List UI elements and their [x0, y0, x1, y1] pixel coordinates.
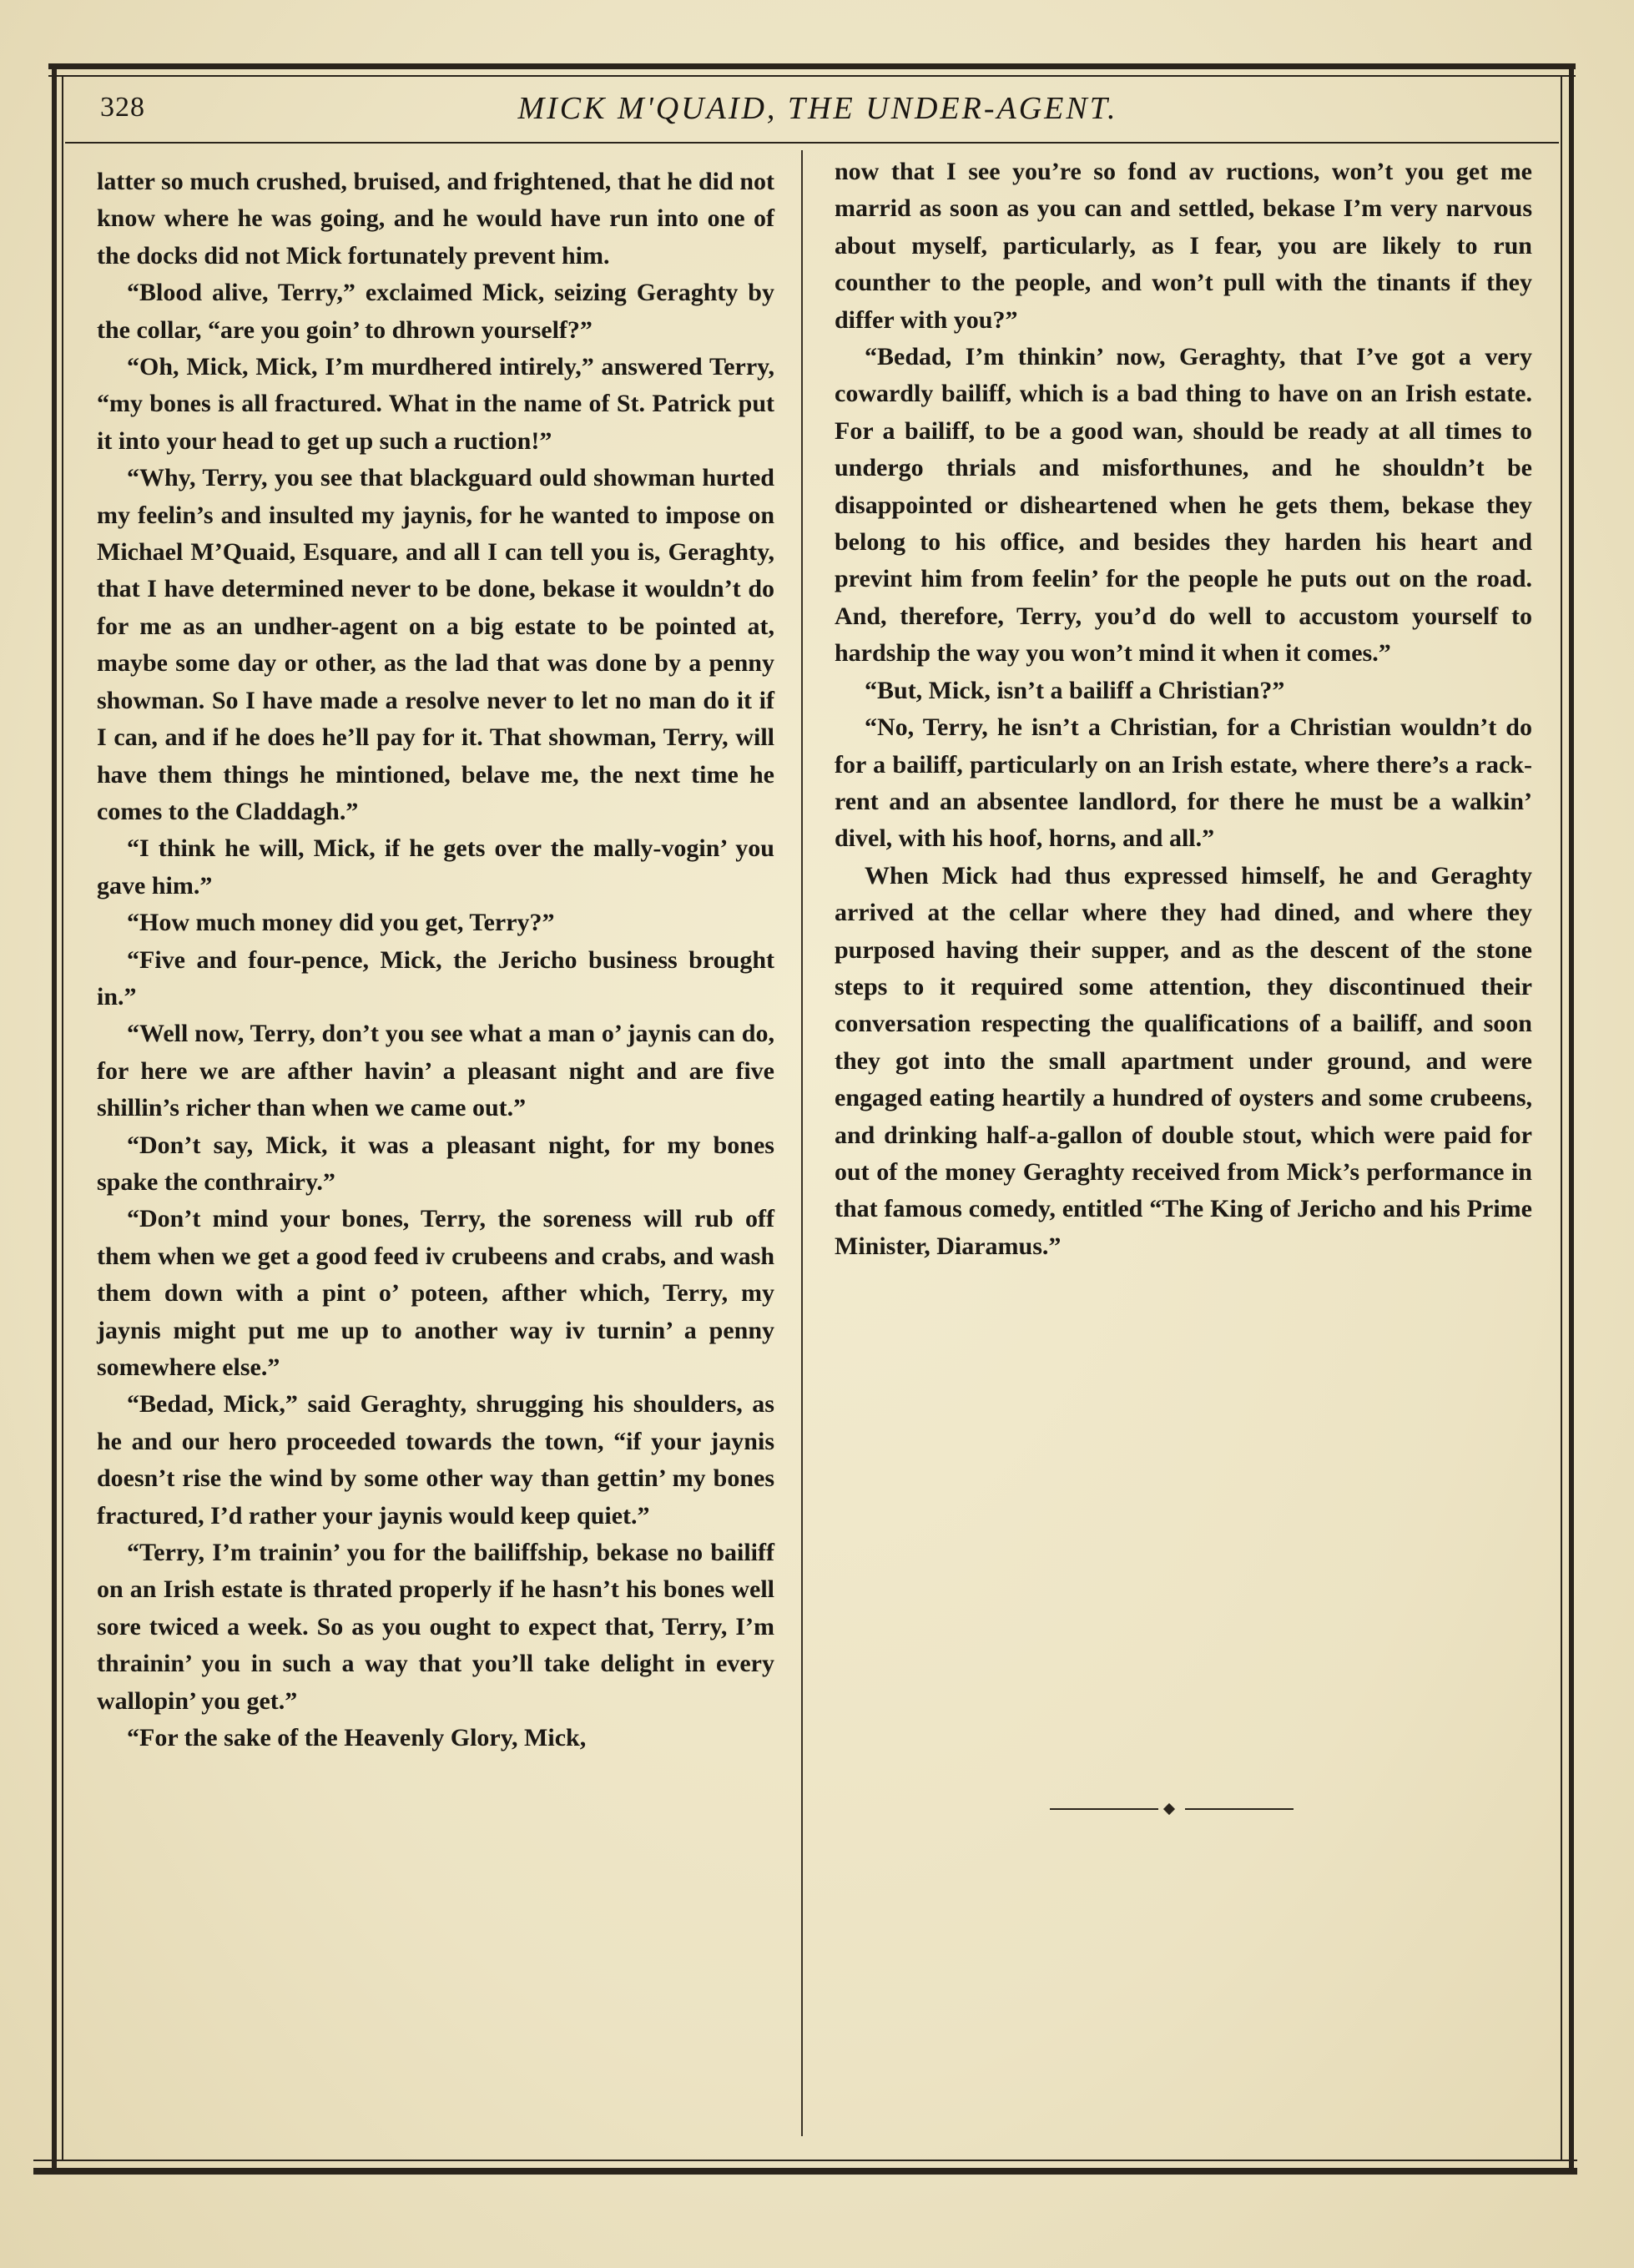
paragraph: “Well now, Terry, don’t you see what a man o’ jaynis can do, for here we are afther havin’ a pleasant night and are five shillin’s richer than when we came out.” — [97, 1020, 774, 1122]
paragraph: “I think he will, Mick, if he gets over the mally-vogin’ you gave him.” — [97, 834, 774, 900]
ornament-line-left — [1050, 1808, 1158, 1810]
paragraph: “Don’t say, Mick, it was a pleasant night, for my bones spake the conthrairy.” — [97, 1131, 774, 1196]
paragraph: “Blood alive, Terry,” exclaimed Mick, seizing Geraghty by the collar, “are you goin’ to dhrown yourself?” — [97, 279, 774, 344]
paragraph: “Don’t mind your bones, Terry, the soreness will rub off them when we get a good feed iv crubeens and crabs, and wash them down with a pint o’ poteen, afther which, Terry, my jaynis might put me up to another way iv turnin’ a penny somewhere else.” — [97, 1205, 774, 1381]
paragraph: “No, Terry, he isn’t a Christian, for a Christian wouldn’t do for a bailiff, particularly on an Irish estate, where there’s a rack-rent and an absentee landlord, for there he must be a walkin’ divel, with his hoof, horns, and all.” — [835, 713, 1532, 853]
page-number: 328 — [100, 92, 145, 123]
header-rule — [65, 142, 1559, 144]
paragraph: “Oh, Mick, Mick, I’m murdhered intirely,” answered Terry, “my bones is all fractured. What in the name of St. Patrick put it into your head to get up such a ruction!” — [97, 353, 774, 455]
paragraph: now that I see you’re so fond av ructions, won’t you get me marrid as soon as you can and settled, bekase I’m very narvous about myself, particularly, as I fear, you are likely to run counther to the people, and won’t pull with the tinants if they differ with you?” — [835, 158, 1532, 334]
page-header — [92, 83, 1544, 139]
top-border-thin — [48, 75, 1576, 77]
paragraph: When Mick had thus expressed himself, he and Geraghty arrived at the cellar where they had dined, and where they purposed having their supper, and as the descent of the stone steps to it required some attention, they discontinued their conversation respecting the qualifications of a bailiff, and soon they got into the small apartment under ground, and were engaged eating heartily a hundred of oysters and some crubeens, and drinking half-a-gallon of double stout, which were paid for out of the money Geraghty received from Mick’s performance in that famous comedy, entitled “The King of Jericho and his Prime Minister, Diaramus.” — [835, 861, 1532, 1260]
running-title: MICK M'QUAID, THE UNDER-AGENT. — [517, 91, 1118, 126]
section-end-ornament — [1050, 1804, 1294, 1814]
left-border-thick — [52, 65, 57, 2173]
ornament-line-right — [1185, 1808, 1294, 1810]
bottom-border-thick — [33, 2168, 1577, 2175]
top-border-thick — [48, 63, 1576, 69]
right-border-thin — [1561, 77, 1562, 2161]
paragraph: “Why, Terry, you see that blackguard ould showman hurted my feelin’s and insulted my jaynis, for he wanted to impose on Michael M’Quaid, Esquare, and all I can tell you is, Geraghty, that I have determined never to be done, bekase it wouldn’t do for me as an undher-agent on a big estate to be pointed at, maybe some day or other, as the lad that was done by a penny showman. So I have made a resolve never to let no man do it if I can, and if he does he’ll pay for it. That showman, Terry, will have them things he mintioned, belave me, the next time he comes to the Claddagh.” — [97, 464, 774, 825]
column-divider — [801, 150, 803, 2136]
paragraph: “Bedad, I’m thinkin’ now, Geraghty, that I’ve got a very cowardly bailiff, which is a bad thing to have on an Irish estate. For a bailiff, to be a good wan, should be ready at all times to undergo thrials and misforthunes, and he shouldn’t be disappointed or disheartened when he gets them, bekase they belong to his office, and besides they harden his heart and prevint him from feelin’ for the people he puts out on the road. And, therefore, Terry, you’d do well to accustom yourself to hardship the way you won’t mind it when it comes.” — [835, 343, 1532, 668]
paragraph: latter so much crushed, bruised, and frightened, that he did not know where he was going, and he would have run into one of the docks did not Mick fortunately prevent him. — [97, 168, 774, 270]
ornament-diamond-icon — [1163, 1803, 1175, 1815]
right-column — [835, 154, 1532, 1265]
left-column — [97, 164, 774, 1756]
paragraph: “For the sake of the Heavenly Glory, Mick, — [127, 1724, 587, 1752]
bottom-border-thin — [33, 2160, 1577, 2161]
left-border-thin — [62, 77, 63, 2161]
paragraph: “Terry, I’m trainin’ you for the bailiffship, bekase no bailiff on an Irish estate is thrated properly if he hasn’t his bones well sore twiced a week. So as you ought to expect that, Terry, I’m thrainin’ you in such a way that you’ll take delight in every wallopin’ you get.” — [97, 1539, 774, 1715]
paragraph: “How much money did you get, Terry?” — [127, 909, 555, 937]
paragraph: “Five and four-pence, Mick, the Jericho business brought in.” — [97, 945, 774, 1011]
paragraph: “But, Mick, isn’t a bailiff a Christian?” — [865, 676, 1285, 704]
right-border-thick — [1569, 65, 1574, 2173]
paragraph: “Bedad, Mick,” said Geraghty, shrugging his shoulders, as he and our hero proceeded towards the town, “if your jaynis doesn’t rise the wind by some other way than gettin’ my bones fractured, I’d rather your jaynis would keep quiet.” — [97, 1390, 774, 1530]
